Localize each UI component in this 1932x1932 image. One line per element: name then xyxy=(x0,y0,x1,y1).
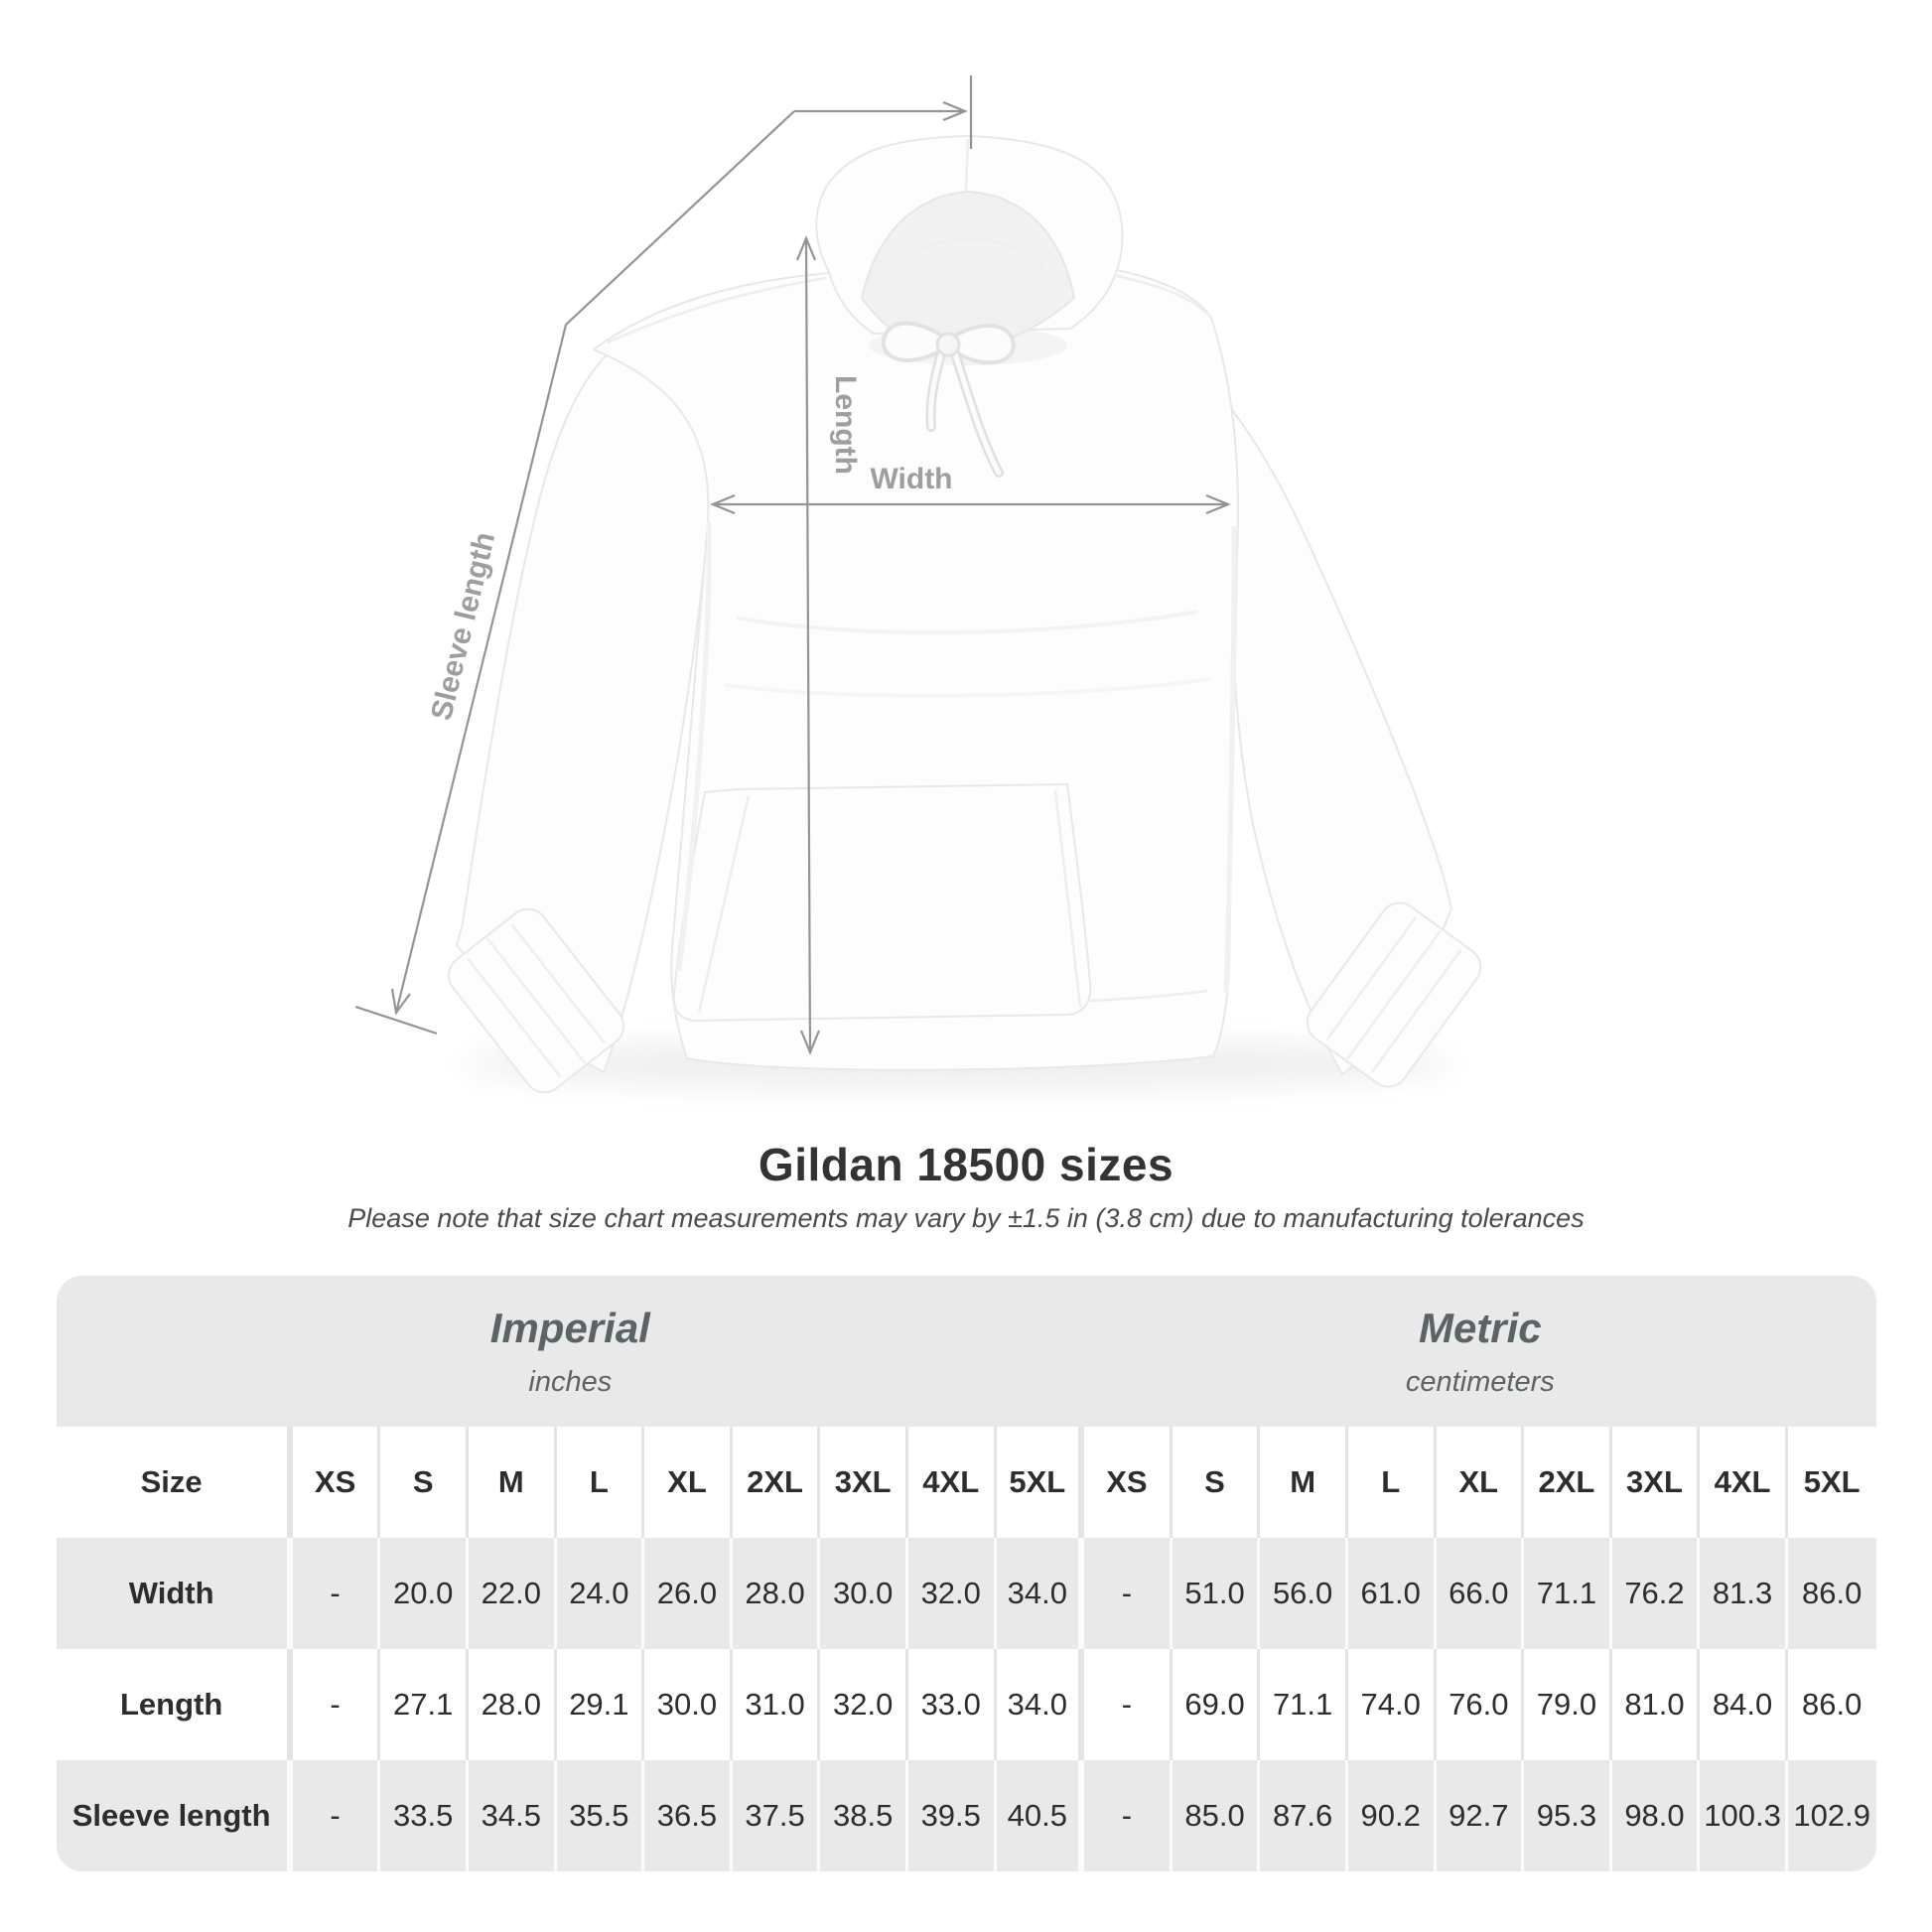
row-sleeve-length xyxy=(57,1760,1876,1871)
cell-sleeve-length-metric-4xl: 100.3 xyxy=(1700,1760,1788,1871)
cell-sleeve-length-imperial-l: 35.5 xyxy=(557,1760,645,1871)
width-label: Width xyxy=(870,463,953,495)
row-length xyxy=(57,1649,1876,1760)
cell-width-metric-5xl: 86.0 xyxy=(1802,1576,1863,1610)
imperial-name: Imperial xyxy=(489,1304,650,1351)
col-header-metric-4xl: 4XL xyxy=(1700,1427,1788,1538)
cell-width-metric-xl: 66.0 xyxy=(1437,1538,1525,1649)
col-header-metric-l: L xyxy=(1348,1427,1437,1538)
cell-sleeve-length-metric-xs: - xyxy=(1084,1760,1173,1871)
col-header-imperial-l: L xyxy=(557,1427,645,1538)
imperial-header xyxy=(57,1276,1085,1427)
cell-sleeve-length-metric-5xl: 102.9 xyxy=(1793,1798,1870,1833)
cell-width-metric-2xl: 71.1 xyxy=(1524,1538,1612,1649)
col-header-metric-xs: XS xyxy=(1084,1427,1173,1538)
row-label-width: Width xyxy=(57,1538,293,1649)
cell-width-metric-3xl: 76.2 xyxy=(1612,1538,1701,1649)
cell-length-imperial-3xl: 32.0 xyxy=(820,1649,908,1760)
cell-width-imperial-4xl: 32.0 xyxy=(908,1538,997,1649)
imperial-unit: inches xyxy=(528,1365,613,1398)
cell-sleeve-length-imperial-2xl: 37.5 xyxy=(733,1760,821,1871)
cell-length-metric-m: 71.1 xyxy=(1260,1649,1348,1760)
col-header-metric-m: M xyxy=(1260,1427,1348,1538)
cell-length-imperial-m: 28.0 xyxy=(469,1649,557,1760)
row-width xyxy=(57,1538,1876,1649)
cell-sleeve-length-metric-xl: 92.7 xyxy=(1437,1760,1525,1871)
size-chart xyxy=(57,1276,1876,1871)
row-label-sleeve-length: Sleeve length xyxy=(57,1760,293,1871)
col-header-imperial-2xl: 2XL xyxy=(733,1427,821,1538)
cell-width-imperial-l: 24.0 xyxy=(557,1538,645,1649)
cell-width-imperial-5xl: 34.0 xyxy=(997,1538,1085,1649)
title-block xyxy=(0,1138,1932,1234)
col-header-metric-3xl: 3XL xyxy=(1612,1427,1701,1538)
cell-sleeve-length-imperial-5xl: 40.5 xyxy=(997,1760,1085,1871)
cell-length-metric-s: 69.0 xyxy=(1173,1649,1261,1760)
col-header-imperial-m: M xyxy=(469,1427,557,1538)
col-header-metric-2xl: 2XL xyxy=(1524,1427,1612,1538)
cell-sleeve-length-imperial-4xl: 39.5 xyxy=(908,1760,997,1871)
cell-length-imperial-5xl: 34.0 xyxy=(997,1649,1085,1760)
cell-width-imperial-xl: 26.0 xyxy=(644,1538,733,1649)
cell-length-imperial-s: 27.1 xyxy=(380,1649,469,1760)
cell-width-imperial-3xl: 30.0 xyxy=(820,1538,908,1649)
col-header-imperial-5xl: 5XL xyxy=(997,1427,1085,1538)
cell-width-imperial-m: 22.0 xyxy=(469,1538,557,1649)
cell-sleeve-length-metric-s: 85.0 xyxy=(1173,1760,1261,1871)
cell-sleeve-length-imperial-3xl: 38.5 xyxy=(820,1760,908,1871)
kangaroo-pocket xyxy=(674,784,1091,1021)
metric-unit: centimeters xyxy=(1405,1365,1555,1398)
cell-length-imperial-l: 29.1 xyxy=(557,1649,645,1760)
col-header-imperial-s: S xyxy=(380,1427,469,1538)
cell-sleeve-length-metric-l: 90.2 xyxy=(1348,1760,1437,1871)
metric-header xyxy=(1084,1276,1875,1427)
cell-width-metric-4xl: 81.3 xyxy=(1700,1538,1788,1649)
col-header-metric-s: S xyxy=(1173,1427,1261,1538)
cell-length-metric-3xl: 81.0 xyxy=(1612,1649,1701,1760)
cell-sleeve-length-metric-2xl: 95.3 xyxy=(1524,1760,1612,1871)
size-header-row xyxy=(57,1427,1876,1538)
col-header-imperial-4xl: 4XL xyxy=(908,1427,997,1538)
cell-length-imperial-xl: 30.0 xyxy=(644,1649,733,1760)
cell-length-metric-l: 74.0 xyxy=(1348,1649,1437,1760)
cell-length-imperial-2xl: 31.0 xyxy=(733,1649,821,1760)
size-column-header: Size xyxy=(57,1427,293,1538)
cell-width-metric-s: 51.0 xyxy=(1173,1538,1261,1649)
cell-length-metric-5xl: 86.0 xyxy=(1802,1687,1863,1722)
metric-name: Metric xyxy=(1418,1304,1542,1351)
cell-length-imperial-xs: - xyxy=(293,1649,381,1760)
cell-width-imperial-xs: - xyxy=(293,1538,381,1649)
cell-length-metric-xs: - xyxy=(1084,1649,1173,1760)
col-header-metric-5xl: 5XL xyxy=(1803,1464,1861,1499)
tolerance-note: Please note that size chart measurements may vary by ±1.5 in (3.8 cm) due to manufacturing tolerances xyxy=(347,1203,1585,1233)
units-header-band xyxy=(57,1276,1876,1427)
length-label: Length xyxy=(829,375,862,475)
page-title: Gildan 18500 sizes xyxy=(758,1139,1174,1190)
cell-width-imperial-2xl: 28.0 xyxy=(733,1538,821,1649)
row-label-length: Length xyxy=(57,1649,293,1760)
cell-sleeve-length-imperial-m: 34.5 xyxy=(469,1760,557,1871)
cell-sleeve-length-imperial-xl: 36.5 xyxy=(644,1760,733,1871)
sleeve-length-label: Sleeve length xyxy=(425,528,502,724)
col-header-imperial-3xl: 3XL xyxy=(820,1427,908,1538)
cell-length-metric-xl: 76.0 xyxy=(1437,1649,1525,1760)
cell-sleeve-length-metric-3xl: 98.0 xyxy=(1612,1760,1701,1871)
col-header-metric-xl: XL xyxy=(1437,1427,1525,1538)
cell-length-imperial-4xl: 33.0 xyxy=(908,1649,997,1760)
col-header-imperial-xl: XL xyxy=(644,1427,733,1538)
cell-sleeve-length-imperial-xs: - xyxy=(293,1760,381,1871)
cell-width-metric-xs: - xyxy=(1084,1538,1173,1649)
col-header-imperial-xs: XS xyxy=(293,1427,381,1538)
cell-sleeve-length-imperial-s: 33.5 xyxy=(380,1760,469,1871)
cell-width-metric-m: 56.0 xyxy=(1260,1538,1348,1649)
size-table xyxy=(57,1427,1876,1871)
cell-width-imperial-s: 20.0 xyxy=(380,1538,469,1649)
cell-length-metric-2xl: 79.0 xyxy=(1524,1649,1612,1760)
cell-width-metric-l: 61.0 xyxy=(1348,1538,1437,1649)
cell-sleeve-length-metric-m: 87.6 xyxy=(1260,1760,1348,1871)
cell-length-metric-4xl: 84.0 xyxy=(1700,1649,1788,1760)
